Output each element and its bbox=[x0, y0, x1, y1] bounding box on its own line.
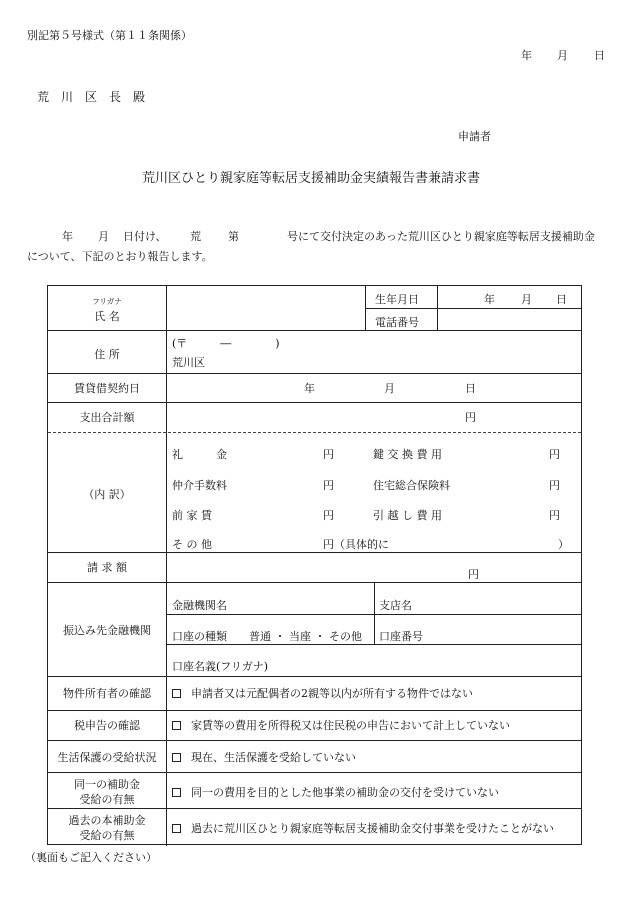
check-welfare[interactable] bbox=[172, 749, 356, 765]
account-type-label: 口座の種類 普通 ・ 当座 ・ その他 bbox=[172, 630, 362, 643]
intro-day-suffix: 日付け、 bbox=[123, 230, 167, 243]
name-field[interactable] bbox=[167, 286, 365, 330]
check-tax[interactable] bbox=[172, 717, 510, 733]
claim-unit: 円 bbox=[468, 568, 479, 581]
check-same-subsidy[interactable] bbox=[172, 784, 499, 800]
check-past-subsidy-label-2: 受給の有無 bbox=[79, 829, 135, 842]
report-form bbox=[47, 285, 582, 845]
account-holder-label: 口座名義(フリガナ) bbox=[172, 660, 269, 673]
page-title: 荒川区ひとり親家庭等転居支援補助金実績報告書兼請求書 bbox=[142, 171, 481, 186]
check-tax-text: 家賃等の費用を所得税又は住民税の申告において計上していない bbox=[191, 719, 510, 732]
checkbox-icon[interactable] bbox=[172, 753, 181, 762]
check-past-subsidy[interactable] bbox=[172, 820, 554, 836]
check-past-subsidy-label-1: 過去の本補助金 bbox=[68, 814, 146, 827]
breakdown-insurance-unit: 円 bbox=[549, 479, 560, 492]
check-owner-text: 申請者又は元配偶者の2親等以内が所有する物件ではない bbox=[191, 687, 473, 700]
birth-year-unit: 年 bbox=[484, 293, 495, 306]
phone-field[interactable] bbox=[438, 309, 582, 330]
checkbox-icon[interactable] bbox=[172, 824, 181, 833]
lease-date-label: 賃貸借契約日 bbox=[74, 382, 140, 395]
bank-branch-label: 支店名 bbox=[379, 599, 412, 612]
footer-note: （裏面もご記入ください） bbox=[25, 851, 157, 864]
postal-code[interactable]: (〒 ― ) bbox=[172, 337, 280, 350]
breakdown-deposit-unit: 円 bbox=[323, 448, 334, 461]
form-id: 別記第５号様式（第１１条関係） bbox=[27, 29, 192, 42]
address-label: 住 所 bbox=[94, 348, 120, 361]
date-month: 月 bbox=[557, 49, 568, 62]
lease-day-unit: 日 bbox=[465, 382, 476, 395]
breakdown-brokerage-unit: 円 bbox=[323, 479, 334, 492]
birthdate-label: 生年月日 bbox=[375, 293, 419, 306]
intro-month: 月 bbox=[98, 230, 109, 243]
breakdown-insurance-label: 住宅総合保険料 bbox=[373, 479, 450, 492]
checkbox-icon[interactable] bbox=[172, 689, 181, 698]
intro-year: 年 bbox=[62, 230, 73, 243]
date-day: 日 bbox=[594, 49, 605, 62]
checkbox-icon[interactable] bbox=[172, 721, 181, 730]
birth-day-unit: 日 bbox=[556, 293, 567, 306]
check-same-subsidy-label-1: 同一の補助金 bbox=[74, 778, 140, 791]
intro-line2: について、下記のとおり報告します。 bbox=[27, 250, 213, 263]
addressee: 荒 川 区 長 殿 bbox=[37, 90, 146, 104]
lease-month-unit: 月 bbox=[384, 382, 395, 395]
account-number-label: 口座番号 bbox=[379, 630, 423, 643]
bank-institution-label: 金融機関名 bbox=[172, 599, 227, 612]
breakdown-other-label: そ の 他 bbox=[172, 538, 212, 551]
check-welfare-text: 現在、生活保護を受給していない bbox=[191, 751, 356, 764]
breakdown-key-unit: 円 bbox=[549, 448, 560, 461]
breakdown-deposit-label: 礼 金 bbox=[172, 448, 227, 461]
breakdown-key-label: 鍵 交 換 費 用 bbox=[373, 448, 442, 461]
address-city: 荒川区 bbox=[172, 356, 205, 369]
breakdown-moving-label: 引 越 し 費 用 bbox=[373, 509, 442, 522]
lease-year-unit: 年 bbox=[304, 382, 315, 395]
check-owner-label: 物件所有者の確認 bbox=[63, 687, 151, 700]
claim-label: 請 求 額 bbox=[87, 561, 127, 574]
total-unit: 円 bbox=[465, 411, 476, 424]
check-welfare-label: 生活保護の受給状況 bbox=[57, 751, 157, 764]
breakdown-advance-rent-label: 前 家 賃 bbox=[172, 509, 212, 522]
breakdown-advance-rent-unit: 円 bbox=[323, 509, 334, 522]
applicant-label: 申請者 bbox=[458, 130, 491, 143]
phone-label: 電話番号 bbox=[375, 316, 419, 329]
total-label: 支出合計額 bbox=[79, 411, 135, 424]
bank-label: 振込み先金融機関 bbox=[63, 624, 151, 637]
check-same-subsidy-text: 同一の費用を目的とした他事業の補助金の交付を受けていない bbox=[191, 786, 499, 799]
breakdown-brokerage-label: 仲介手数料 bbox=[172, 479, 227, 492]
name-label: 氏 名 bbox=[94, 310, 120, 323]
check-past-subsidy-text: 過去に荒川区ひとり親家庭等転居支援補助金交付事業を受けたことがない bbox=[191, 822, 554, 835]
check-tax-label: 税申告の確認 bbox=[74, 719, 140, 732]
check-same-subsidy-label-2: 受給の有無 bbox=[79, 793, 135, 806]
intro-dai: 第 bbox=[228, 230, 239, 243]
intro-ara: 荒 bbox=[190, 230, 201, 243]
intro-rest: 号にて交付決定のあった荒川区ひとり親家庭等転居支援補助金 bbox=[287, 230, 595, 243]
check-owner[interactable] bbox=[172, 685, 473, 701]
date-year: 年 bbox=[521, 49, 532, 62]
breakdown-label: （内 訳） bbox=[83, 488, 131, 501]
breakdown-moving-unit: 円 bbox=[549, 509, 560, 522]
breakdown-other-unit: 円（具体的に bbox=[323, 538, 389, 551]
checkbox-icon[interactable] bbox=[172, 788, 181, 797]
breakdown-other-close: ） bbox=[558, 538, 569, 551]
furigana-label: フリガナ bbox=[92, 297, 122, 306]
birth-month-unit: 月 bbox=[521, 293, 532, 306]
